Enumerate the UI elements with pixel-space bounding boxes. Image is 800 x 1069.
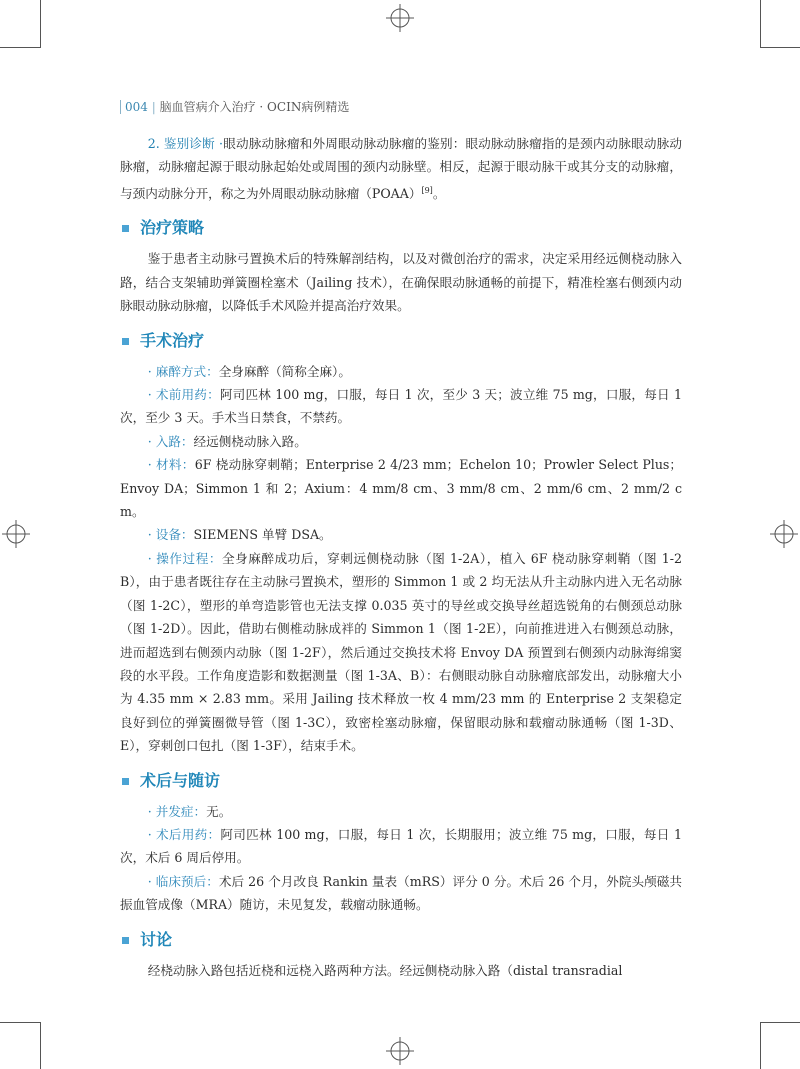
registration-mark-icon — [386, 4, 414, 32]
list-item — [120, 430, 682, 453]
followup-list — [120, 800, 682, 917]
item-text: 无。 — [206, 803, 232, 819]
crop-mark — [40, 0, 41, 48]
list-item — [120, 823, 682, 870]
item-text: 阿司匹林 100 mg，口服，每日 1 次，长期服用；波立维 75 mg，口服，每日 1 次，术后 6 周后停用。 — [120, 826, 682, 866]
crop-mark — [40, 1022, 41, 1069]
item-text: 术后 26 个月改良 Rankin 量表（mRS）评分 0 分。术后 26 个月，外院头颅磁共振血管成像（MRA）随访，未见复发，载瘤动脉通畅。 — [120, 873, 682, 913]
section-title: 手术治疗 — [140, 330, 205, 350]
item-label: · 入路： — [147, 433, 194, 449]
discussion-paragraph: 经桡动脉入路包括近桡和远桡入路两种方法。经远侧桡动脉入路（distal transradial — [147, 962, 623, 978]
crop-mark — [760, 47, 800, 48]
strategy-paragraph: 鉴于患者主动脉弓置换术后的特殊解剖结构，以及对微创治疗的需求，决定采用经远侧桡动脉入路，结合支架辅助弹簧圈栓塞术（Jailing 技术），在确保眼动脉通畅的前提下，精准栓塞右侧颈内动脉眼动脉动脉瘤，以降低手术风险并提高治疗效果。 — [120, 251, 682, 314]
item-text: 经远侧桡动脉入路。 — [193, 433, 307, 449]
heading-bullet-icon — [122, 937, 129, 944]
section-heading-discussion — [120, 927, 682, 953]
crop-mark — [760, 0, 761, 48]
list-item — [120, 453, 682, 523]
differential-diagnosis-text: 眼动脉动脉瘤和外周眼动脉动脉瘤的鉴别：眼动脉动脉瘤指的是颈内动脉眼动脉动脉瘤，动脉瘤起源于眼动脉起始处或周围的颈内动脉壁。相反，起源于眼动脉干或其分支的动脉瘤，与颈内动脉分开，称之为外周眼动脉动脉瘤（POAA） — [120, 136, 683, 201]
section-heading-strategy — [120, 215, 682, 241]
section-title: 讨论 — [140, 929, 173, 949]
sentence-end: 。 — [432, 186, 446, 201]
registration-mark-icon — [386, 1037, 414, 1065]
item-label: · 临床预后： — [147, 873, 219, 889]
differential-diagnosis-paragraph — [120, 132, 682, 205]
registration-mark-icon — [770, 520, 798, 548]
crop-mark — [760, 1022, 761, 1069]
item-text: 全身麻醉（简称全麻）。 — [218, 363, 351, 379]
crop-mark — [0, 1022, 40, 1023]
item-label: · 操作过程： — [147, 550, 222, 566]
reference-citation: [9] — [421, 185, 433, 195]
item-label: · 麻醉方式： — [147, 363, 219, 379]
list-item — [120, 547, 682, 758]
item-text: 6F 桡动脉穿刺鞘；Enterprise 2 4/23 mm；Echelon 10；Prowler Select Plus；Envoy DA；Simmon 1 和 2；Axium：4 mm/8 cm、3 mm/8 cm、2 mm/6 cm、2 mm/2 cm。 — [120, 457, 682, 520]
section-title: 治疗策略 — [140, 218, 205, 238]
page-number: 004 — [125, 100, 148, 114]
list-item — [120, 360, 682, 383]
item-text: SIEMENS 单臂 DSA。 — [193, 527, 332, 543]
item-text: 阿司匹林 100 mg，口服，每日 1 次，至少 3 天；波立维 75 mg，口服，每日 1 次，至少 3 天。手术当日禁食，不禁药。 — [120, 387, 682, 426]
item-label: · 术后用药： — [147, 826, 221, 842]
section-heading-surgery — [120, 328, 682, 354]
item-label: · 并发症： — [147, 803, 207, 819]
surgery-list — [120, 360, 682, 758]
crop-mark — [0, 47, 40, 48]
item-text: 全身麻醉成功后，穿刺远侧桡动脉（图 1-2A），植入 6F 桡动脉穿刺鞘（图 1-2B），由于患者既往存在主动脉弓置换术，塑形的 Simmon 1 或 2 均无法从升主动脉内进入无名动脉（图 1-2C），塑形的单弯造影管也无法支撑 0.035 英寸的导丝或交换导丝超选锐角的右侧颈总动脉（图 1-2D）。因此，借助右侧椎动脉成袢的 Simmon 1（图 1-2E），向前推进进入右侧颈总动脉，进而超选到右侧颈内动脉（图 1-2F），然后通过交换技术将 Envoy DA 预置到右侧颈内动脉海绵窦段的水平段。工作角度造影和数据测量（图 1-3A、B）：右侧眼动脉自动脉瘤底部发出，动脉瘤大小为 4.35 mm × 2.83 mm。采用 Jailing 技术释放一枚 4 mm/23 mm 的 Enterprise 2 支架稳定良好到位的弹簧圈微导管（图 1-3C），致密栓塞动脉瘤，保留眼动脉和载瘤动脉通畅（图 1-3D、E），穿刺创口包扎（图 1-3F），结束手术。 — [120, 550, 682, 754]
heading-bullet-icon — [122, 338, 129, 345]
item-label: · 材料： — [147, 457, 195, 473]
heading-bullet-icon — [122, 778, 129, 785]
section-heading-followup — [120, 768, 682, 794]
differential-diagnosis-lead: 2. 鉴别诊断 · — [147, 136, 224, 151]
header-separator: | — [151, 100, 156, 114]
list-item — [120, 870, 682, 917]
section-title: 术后与随访 — [140, 770, 221, 790]
item-label: · 术前用药： — [147, 387, 220, 403]
list-item — [120, 800, 682, 823]
heading-bullet-icon — [122, 225, 129, 232]
registration-mark-icon — [2, 520, 30, 548]
page-content — [120, 130, 682, 982]
item-label: · 设备： — [147, 527, 194, 543]
list-item — [120, 383, 682, 430]
running-title: 脑血管病介入治疗 · OCIN病例精选 — [159, 100, 350, 114]
crop-mark — [760, 1022, 800, 1023]
running-header — [120, 100, 349, 114]
list-item — [120, 523, 682, 546]
